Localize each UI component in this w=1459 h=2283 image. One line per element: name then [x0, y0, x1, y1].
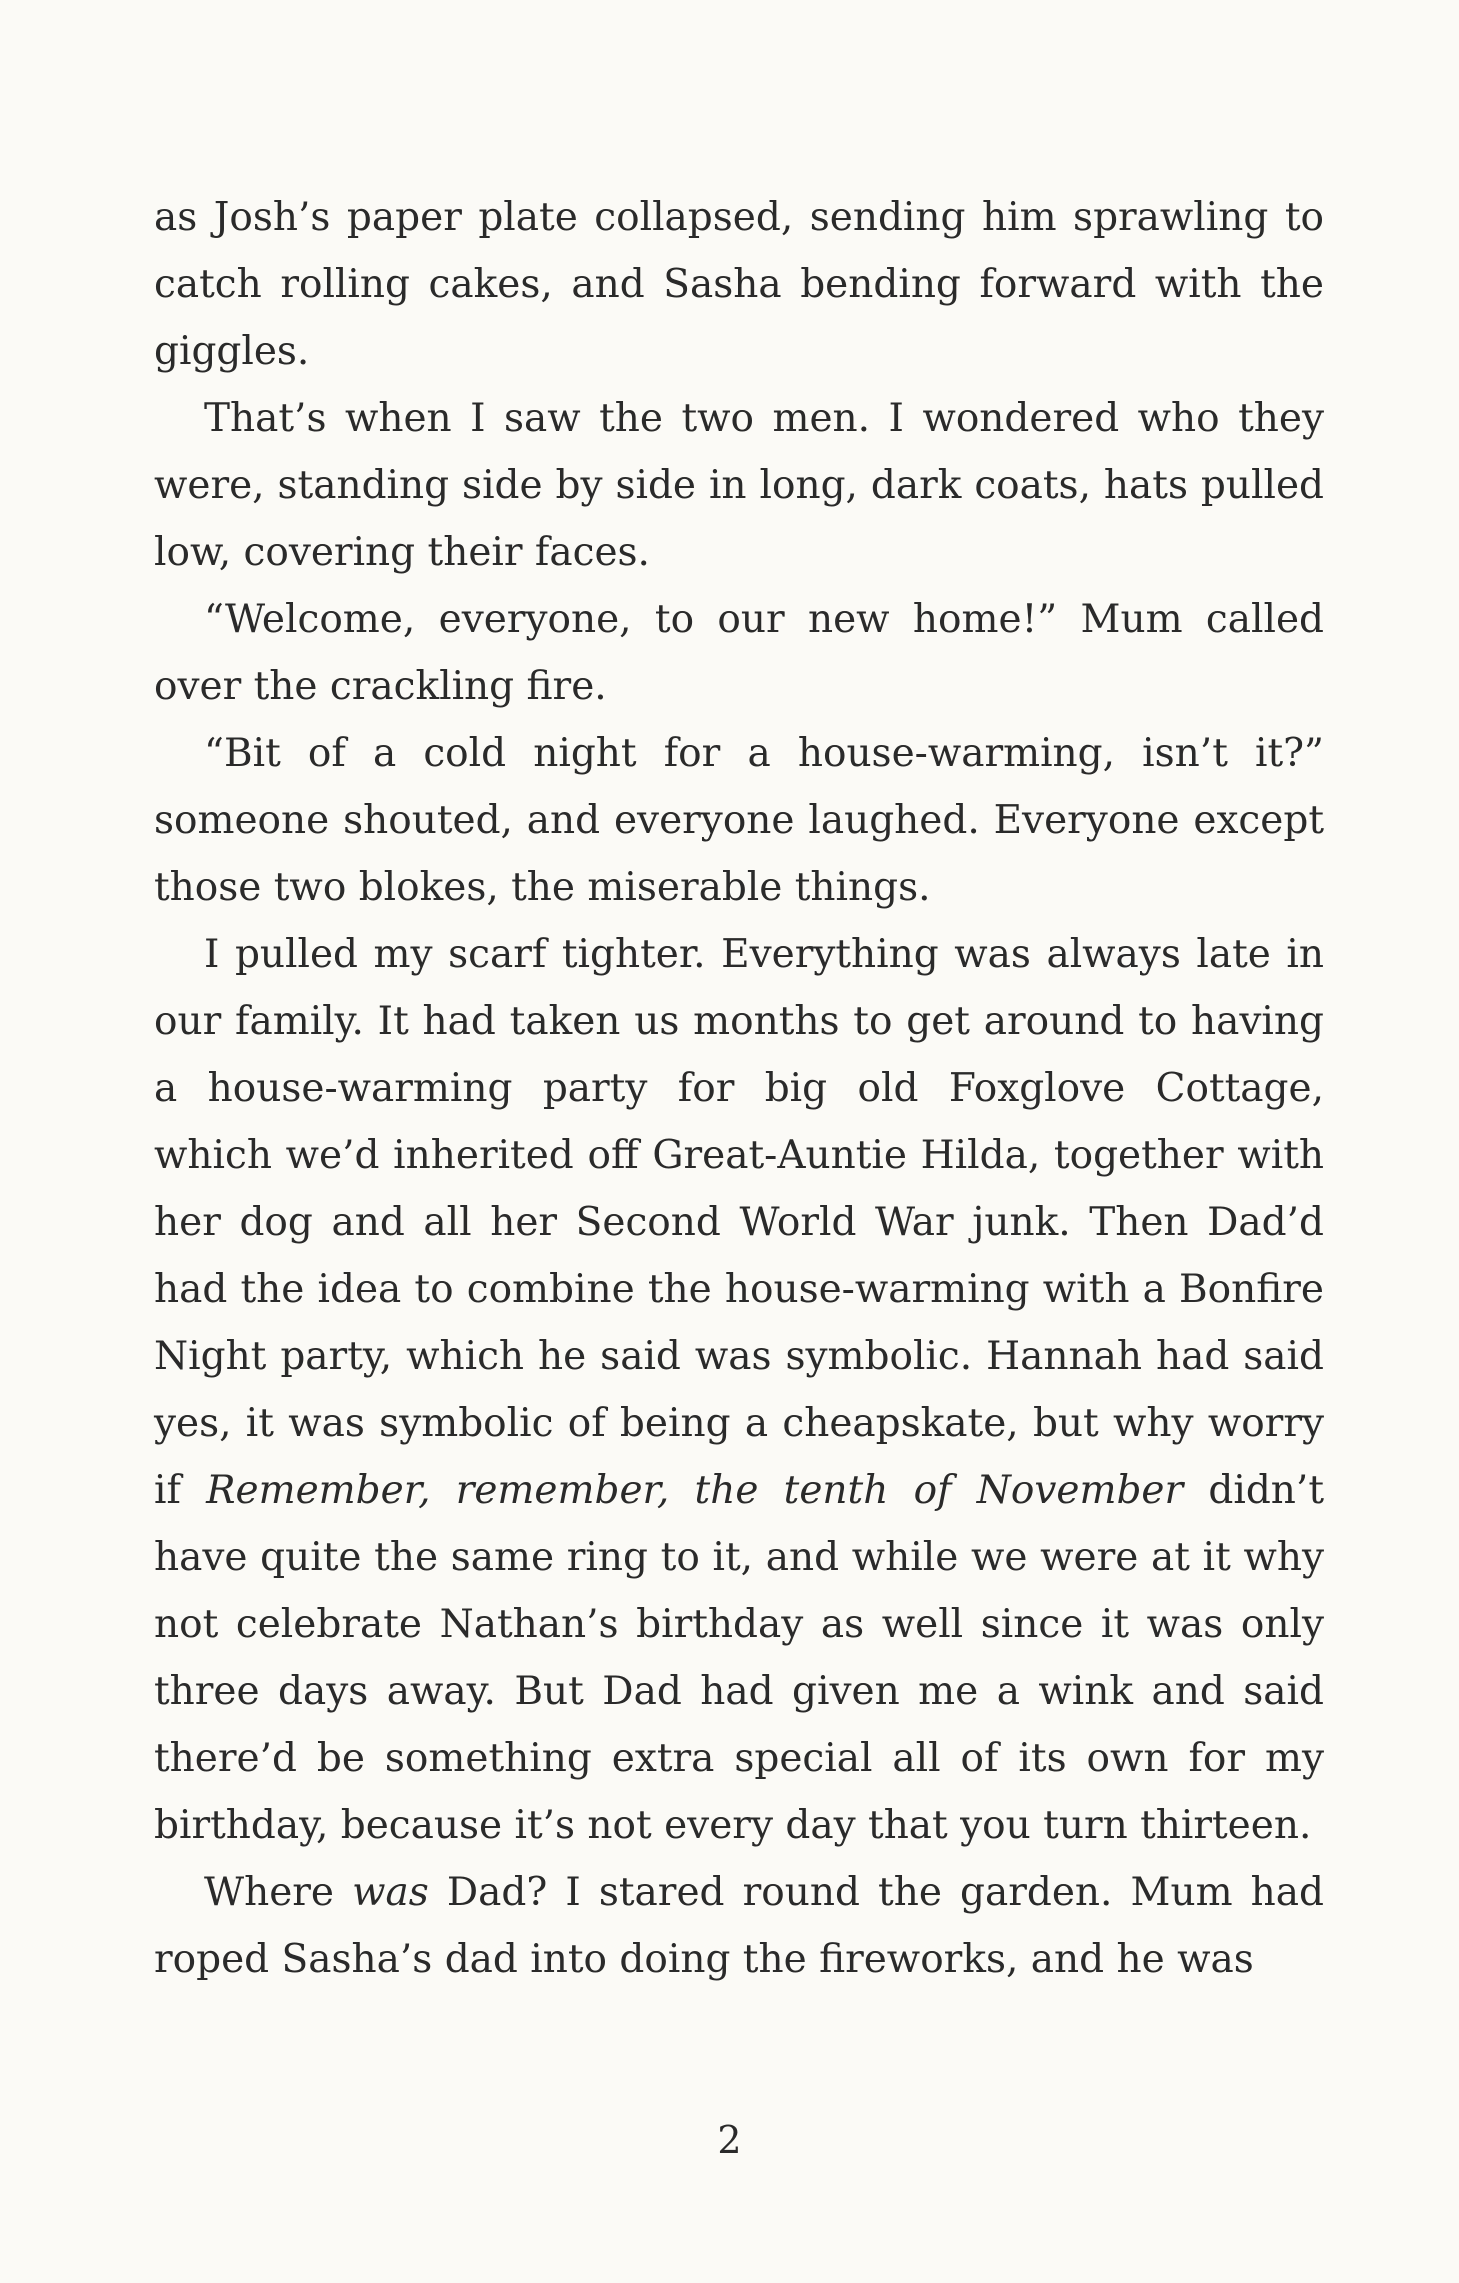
page-number: 2	[717, 2118, 742, 2162]
text-run: Dad? I stared round the garden. Mum had roped Sasha’s dad into doing the fireworks, and he was	[154, 1870, 1324, 1982]
paragraph	[154, 1859, 1324, 1993]
text-run: Where	[204, 1870, 353, 1915]
paragraph	[154, 586, 1324, 720]
page-text	[154, 184, 1324, 1993]
text-run: That’s when I saw the two men. I wondered who they were, standing side by side in long, dark coats, hats pulled low, covering their faces.	[154, 396, 1324, 575]
text-run: I pulled my scarf tighter. Everything was always late in our family. It had taken us months to get around to having a house-warming party for big old Foxglove Cottage, which we’d inherited off Great-Auntie Hilda, together with her dog and all her Second World War junk. Then Dad’d had the idea to combine the house-warming with a Bonfire Night party, which he said was symbolic. Hannah had said yes, it was symbolic of being a cheapskate, but why worry if	[154, 932, 1324, 1513]
paragraph	[154, 720, 1324, 921]
paragraph	[154, 385, 1324, 586]
text-run: “Welcome, everyone, to our new home!” Mum called over the crackling fire.	[154, 597, 1324, 709]
text-run: didn’t have quite the same ring to it, and while we were at it why not celebrate Nathan’s birthday as well since it was only three days away. But Dad had given me a wink and said there’d be something extra special all of its own for my birthday, because it’s not every day that you turn thirteen.	[154, 1468, 1324, 1848]
paragraph	[154, 921, 1324, 1859]
italic-text: was	[352, 1870, 429, 1915]
italic-text: Remember, remember, the tenth of November	[206, 1468, 1184, 1513]
text-run: “Bit of a cold night for a house-warming, isn’t it?” someone shouted, and everyone laughed. Everyone except those two blokes, the miserable things.	[154, 731, 1324, 910]
paragraph	[154, 184, 1324, 385]
text-run: as Josh’s paper plate collapsed, sending him sprawling to catch rolling cakes, and Sasha bending forward with the giggles.	[154, 195, 1324, 374]
